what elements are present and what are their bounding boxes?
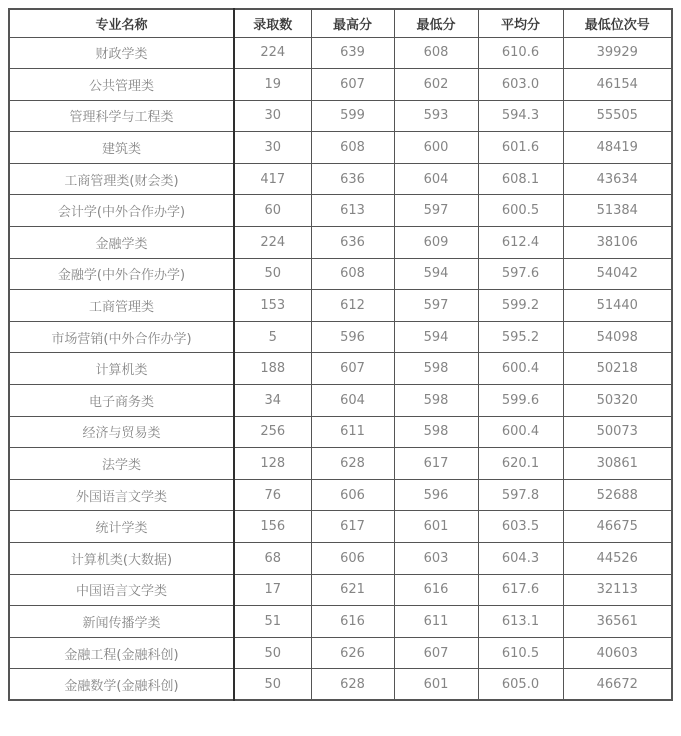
table-row	[9, 258, 672, 290]
value-cell: 17	[234, 574, 311, 606]
value-cell: 19	[234, 69, 311, 101]
value-cell: 188	[234, 353, 311, 385]
table-row	[9, 69, 672, 101]
value-cell: 607	[311, 353, 394, 385]
value-cell: 613.1	[478, 606, 563, 638]
major-name-cell: 电子商务类	[9, 385, 234, 417]
value-cell: 601.6	[478, 132, 563, 164]
value-cell: 608	[311, 132, 394, 164]
table-row	[9, 385, 672, 417]
value-cell: 597	[394, 290, 478, 322]
value-cell: 626	[311, 637, 394, 669]
value-cell: 594	[394, 258, 478, 290]
header-row	[9, 9, 672, 37]
value-cell: 616	[311, 606, 394, 638]
value-cell: 50218	[563, 353, 672, 385]
major-name-cell: 金融数学(金融科创)	[9, 669, 234, 701]
value-cell: 48419	[563, 132, 672, 164]
value-cell: 613	[311, 195, 394, 227]
column-header: 最低位次号	[563, 9, 672, 37]
table-row	[9, 448, 672, 480]
value-cell: 153	[234, 290, 311, 322]
value-cell: 39929	[563, 37, 672, 69]
table-row	[9, 195, 672, 227]
table-row	[9, 353, 672, 385]
value-cell: 50073	[563, 416, 672, 448]
value-cell: 607	[394, 637, 478, 669]
table-row	[9, 637, 672, 669]
value-cell: 603.0	[478, 69, 563, 101]
value-cell: 606	[311, 543, 394, 575]
column-header: 最低分	[394, 9, 478, 37]
value-cell: 616	[394, 574, 478, 606]
value-cell: 598	[394, 416, 478, 448]
major-name-cell: 公共管理类	[9, 69, 234, 101]
value-cell: 40603	[563, 637, 672, 669]
value-cell: 60	[234, 195, 311, 227]
value-cell: 639	[311, 37, 394, 69]
table-row	[9, 479, 672, 511]
value-cell: 598	[394, 385, 478, 417]
table-row	[9, 606, 672, 638]
value-cell: 34	[234, 385, 311, 417]
value-cell: 156	[234, 511, 311, 543]
value-cell: 50320	[563, 385, 672, 417]
value-cell: 617	[394, 448, 478, 480]
value-cell: 46672	[563, 669, 672, 701]
value-cell: 597.8	[478, 479, 563, 511]
value-cell: 32113	[563, 574, 672, 606]
table-row	[9, 321, 672, 353]
major-name-cell: 建筑类	[9, 132, 234, 164]
value-cell: 604	[394, 163, 478, 195]
table-row	[9, 132, 672, 164]
table-body	[9, 37, 672, 700]
value-cell: 417	[234, 163, 311, 195]
value-cell: 597	[394, 195, 478, 227]
major-name-cell: 金融工程(金融科创)	[9, 637, 234, 669]
table-row	[9, 100, 672, 132]
value-cell: 30861	[563, 448, 672, 480]
value-cell: 617	[311, 511, 394, 543]
value-cell: 50	[234, 258, 311, 290]
column-header: 录取数	[234, 9, 311, 37]
value-cell: 607	[311, 69, 394, 101]
value-cell: 51440	[563, 290, 672, 322]
value-cell: 620.1	[478, 448, 563, 480]
table-row	[9, 290, 672, 322]
value-cell: 621	[311, 574, 394, 606]
value-cell: 51	[234, 606, 311, 638]
major-name-cell: 市场营销(中外合作办学)	[9, 321, 234, 353]
value-cell: 612	[311, 290, 394, 322]
major-name-cell: 中国语言文学类	[9, 574, 234, 606]
table-row	[9, 227, 672, 259]
value-cell: 600.4	[478, 416, 563, 448]
value-cell: 628	[311, 669, 394, 701]
table-row	[9, 543, 672, 575]
column-header: 平均分	[478, 9, 563, 37]
value-cell: 52688	[563, 479, 672, 511]
value-cell: 30	[234, 132, 311, 164]
value-cell: 604.3	[478, 543, 563, 575]
major-name-cell: 计算机类(大数据)	[9, 543, 234, 575]
value-cell: 617.6	[478, 574, 563, 606]
value-cell: 224	[234, 37, 311, 69]
column-header: 最高分	[311, 9, 394, 37]
value-cell: 610.6	[478, 37, 563, 69]
value-cell: 609	[394, 227, 478, 259]
value-cell: 46675	[563, 511, 672, 543]
value-cell: 54042	[563, 258, 672, 290]
value-cell: 610.5	[478, 637, 563, 669]
major-name-cell: 统计学类	[9, 511, 234, 543]
value-cell: 601	[394, 511, 478, 543]
value-cell: 608	[311, 258, 394, 290]
value-cell: 54098	[563, 321, 672, 353]
table-row	[9, 163, 672, 195]
value-cell: 76	[234, 479, 311, 511]
value-cell: 594	[394, 321, 478, 353]
admission-scores-table	[8, 8, 673, 701]
major-name-cell: 金融学类	[9, 227, 234, 259]
major-name-cell: 外国语言文学类	[9, 479, 234, 511]
major-name-cell: 法学类	[9, 448, 234, 480]
value-cell: 595.2	[478, 321, 563, 353]
value-cell: 44526	[563, 543, 672, 575]
value-cell: 5	[234, 321, 311, 353]
value-cell: 128	[234, 448, 311, 480]
value-cell: 38106	[563, 227, 672, 259]
value-cell: 50	[234, 637, 311, 669]
value-cell: 256	[234, 416, 311, 448]
value-cell: 596	[311, 321, 394, 353]
table-row	[9, 669, 672, 701]
value-cell: 596	[394, 479, 478, 511]
value-cell: 598	[394, 353, 478, 385]
value-cell: 36561	[563, 606, 672, 638]
value-cell: 600.4	[478, 353, 563, 385]
value-cell: 594.3	[478, 100, 563, 132]
major-name-cell: 管理科学与工程类	[9, 100, 234, 132]
value-cell: 600	[394, 132, 478, 164]
value-cell: 603.5	[478, 511, 563, 543]
table-row	[9, 511, 672, 543]
value-cell: 604	[311, 385, 394, 417]
value-cell: 43634	[563, 163, 672, 195]
value-cell: 68	[234, 543, 311, 575]
value-cell: 30	[234, 100, 311, 132]
value-cell: 55505	[563, 100, 672, 132]
value-cell: 599.6	[478, 385, 563, 417]
major-name-cell: 财政学类	[9, 37, 234, 69]
value-cell: 608.1	[478, 163, 563, 195]
table-row	[9, 37, 672, 69]
value-cell: 50	[234, 669, 311, 701]
value-cell: 628	[311, 448, 394, 480]
value-cell: 636	[311, 163, 394, 195]
major-name-cell: 金融学(中外合作办学)	[9, 258, 234, 290]
value-cell: 636	[311, 227, 394, 259]
value-cell: 593	[394, 100, 478, 132]
value-cell: 603	[394, 543, 478, 575]
value-cell: 597.6	[478, 258, 563, 290]
table-row	[9, 574, 672, 606]
table-row	[9, 416, 672, 448]
major-name-cell: 计算机类	[9, 353, 234, 385]
major-name-cell: 工商管理类	[9, 290, 234, 322]
column-header: 专业名称	[9, 9, 234, 37]
value-cell: 600.5	[478, 195, 563, 227]
major-name-cell: 经济与贸易类	[9, 416, 234, 448]
value-cell: 602	[394, 69, 478, 101]
value-cell: 605.0	[478, 669, 563, 701]
value-cell: 601	[394, 669, 478, 701]
value-cell: 46154	[563, 69, 672, 101]
major-name-cell: 工商管理类(财会类)	[9, 163, 234, 195]
value-cell: 224	[234, 227, 311, 259]
major-name-cell: 新闻传播学类	[9, 606, 234, 638]
value-cell: 611	[394, 606, 478, 638]
value-cell: 599	[311, 100, 394, 132]
value-cell: 606	[311, 479, 394, 511]
value-cell: 608	[394, 37, 478, 69]
major-name-cell: 会计学(中外合作办学)	[9, 195, 234, 227]
value-cell: 599.2	[478, 290, 563, 322]
value-cell: 612.4	[478, 227, 563, 259]
value-cell: 51384	[563, 195, 672, 227]
value-cell: 611	[311, 416, 394, 448]
